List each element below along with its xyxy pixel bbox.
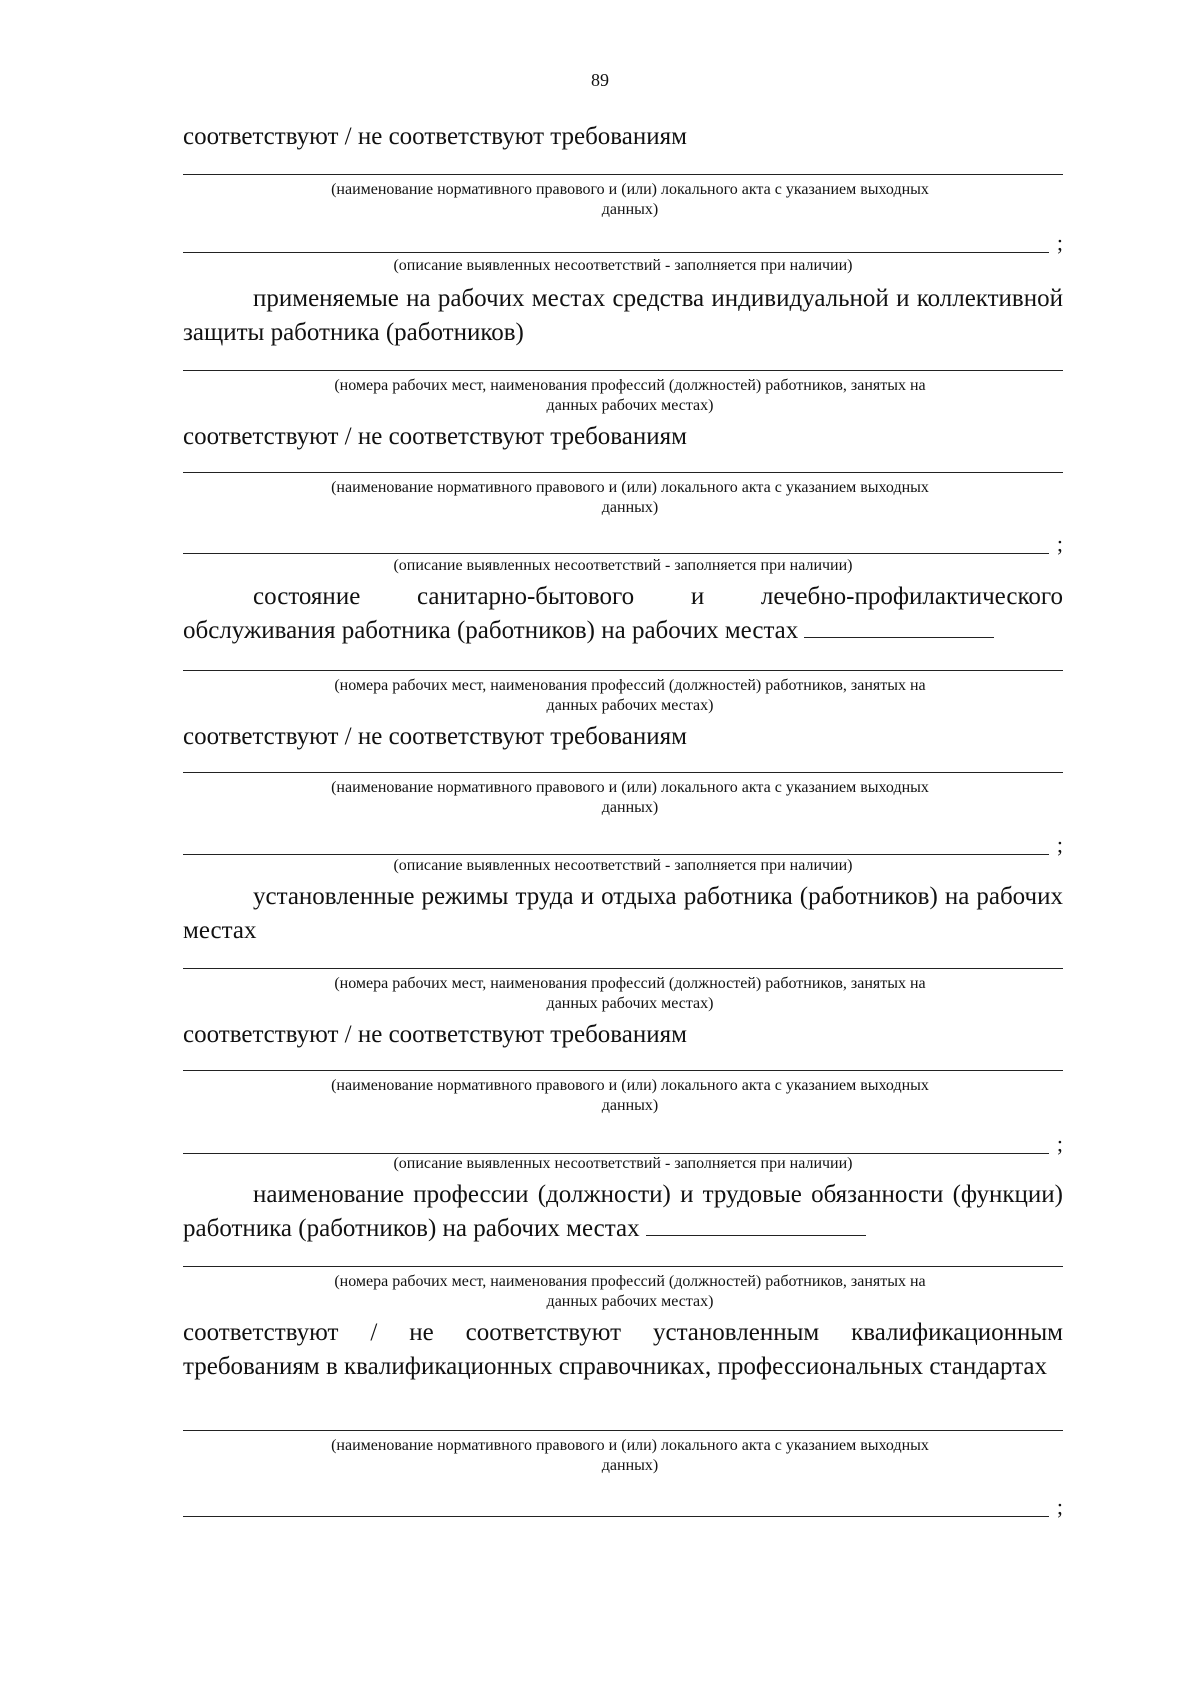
fill-line[interactable] (183, 531, 1063, 556)
semicolon: ; (1056, 230, 1063, 255)
fill-line[interactable] (183, 772, 1063, 773)
complies-text: соответствуют / не соответствуют установленным квалификационным требованиям в квалификационных справочниках, профессиональных стандартах (183, 1319, 1063, 1380)
semicolon: ; (1056, 531, 1063, 556)
semicolon: ; (1056, 1494, 1063, 1519)
complies-text: соответствуют / не соответствуют требованиям (183, 123, 687, 150)
act-caption: (наименование нормативного правового и (или) локального акта с указанием выходных данных) (331, 779, 929, 816)
fill-line[interactable] (183, 968, 1063, 969)
fill-line-inline[interactable] (804, 636, 994, 638)
item-text-content: наименование профессии (должности) и трудовые обязанности (функции) работника (работников) на рабочих местах (183, 1181, 1063, 1242)
desc-caption: (описание выявленных несоответствий - заполняется при наличии) (393, 557, 853, 574)
item-text: установленные режимы труда и отдыха работника (работников) на рабочих местах (183, 883, 1063, 944)
complies-text: соответствуют / не соответствуют требованиям (183, 423, 687, 450)
desc-caption: (описание выявленных несоответствий - заполняется при наличии) (393, 257, 853, 274)
fill-line[interactable] (183, 1430, 1063, 1431)
item-text-content: состояние санитарно-бытового и лечебно-профилактического обслуживания работника (работников) на рабочих местах (183, 583, 1063, 644)
complies-text: соответствуют / не соответствуют требованиям (183, 1021, 687, 1048)
places-caption: (номера рабочих мест, наименования профессий (должностей) работников, занятых на данных рабочих местах) (334, 1273, 926, 1310)
places-caption: (номера рабочих мест, наименования профессий (должностей) работников, занятых на данных рабочих местах) (334, 975, 926, 1012)
desc-caption: (описание выявленных несоответствий - заполняется при наличии) (393, 857, 853, 874)
semicolon: ; (1056, 832, 1063, 857)
fill-line[interactable] (183, 174, 1063, 175)
fill-line-inline[interactable] (646, 1234, 866, 1236)
semicolon: ; (1056, 1131, 1063, 1156)
item-text (183, 1178, 1063, 1246)
fill-line[interactable] (183, 1494, 1063, 1519)
fill-line[interactable] (183, 1266, 1063, 1267)
item-text (183, 580, 1063, 648)
fill-line[interactable] (183, 370, 1063, 371)
act-caption: (наименование нормативного правового и (или) локального акта с указанием выходных данных) (331, 1437, 929, 1474)
places-caption: (номера рабочих мест, наименования профессий (должностей) работников, занятых на данных рабочих местах) (334, 377, 926, 414)
fill-line[interactable] (183, 472, 1063, 473)
desc-caption: (описание выявленных несоответствий - заполняется при наличии) (393, 1155, 853, 1172)
fill-line[interactable] (183, 832, 1063, 857)
fill-line[interactable] (183, 670, 1063, 671)
places-caption: (номера рабочих мест, наименования профессий (должностей) работников, занятых на данных рабочих местах) (334, 677, 926, 714)
act-caption: (наименование нормативного правового и (или) локального акта с указанием выходных данных) (331, 1077, 929, 1114)
fill-line[interactable] (183, 230, 1063, 255)
act-caption: (наименование нормативного правового и (или) локального акта с указанием выходных данных) (331, 479, 929, 516)
complies-text: соответствуют / не соответствуют требованиям (183, 723, 687, 750)
item-text: применяемые на рабочих местах средства индивидуальной и коллективной защиты работника (работников) (183, 285, 1063, 346)
act-caption: (наименование нормативного правового и (или) локального акта с указанием выходных данных) (331, 181, 929, 218)
page-number: 89 (591, 70, 609, 90)
fill-line[interactable] (183, 1070, 1063, 1071)
